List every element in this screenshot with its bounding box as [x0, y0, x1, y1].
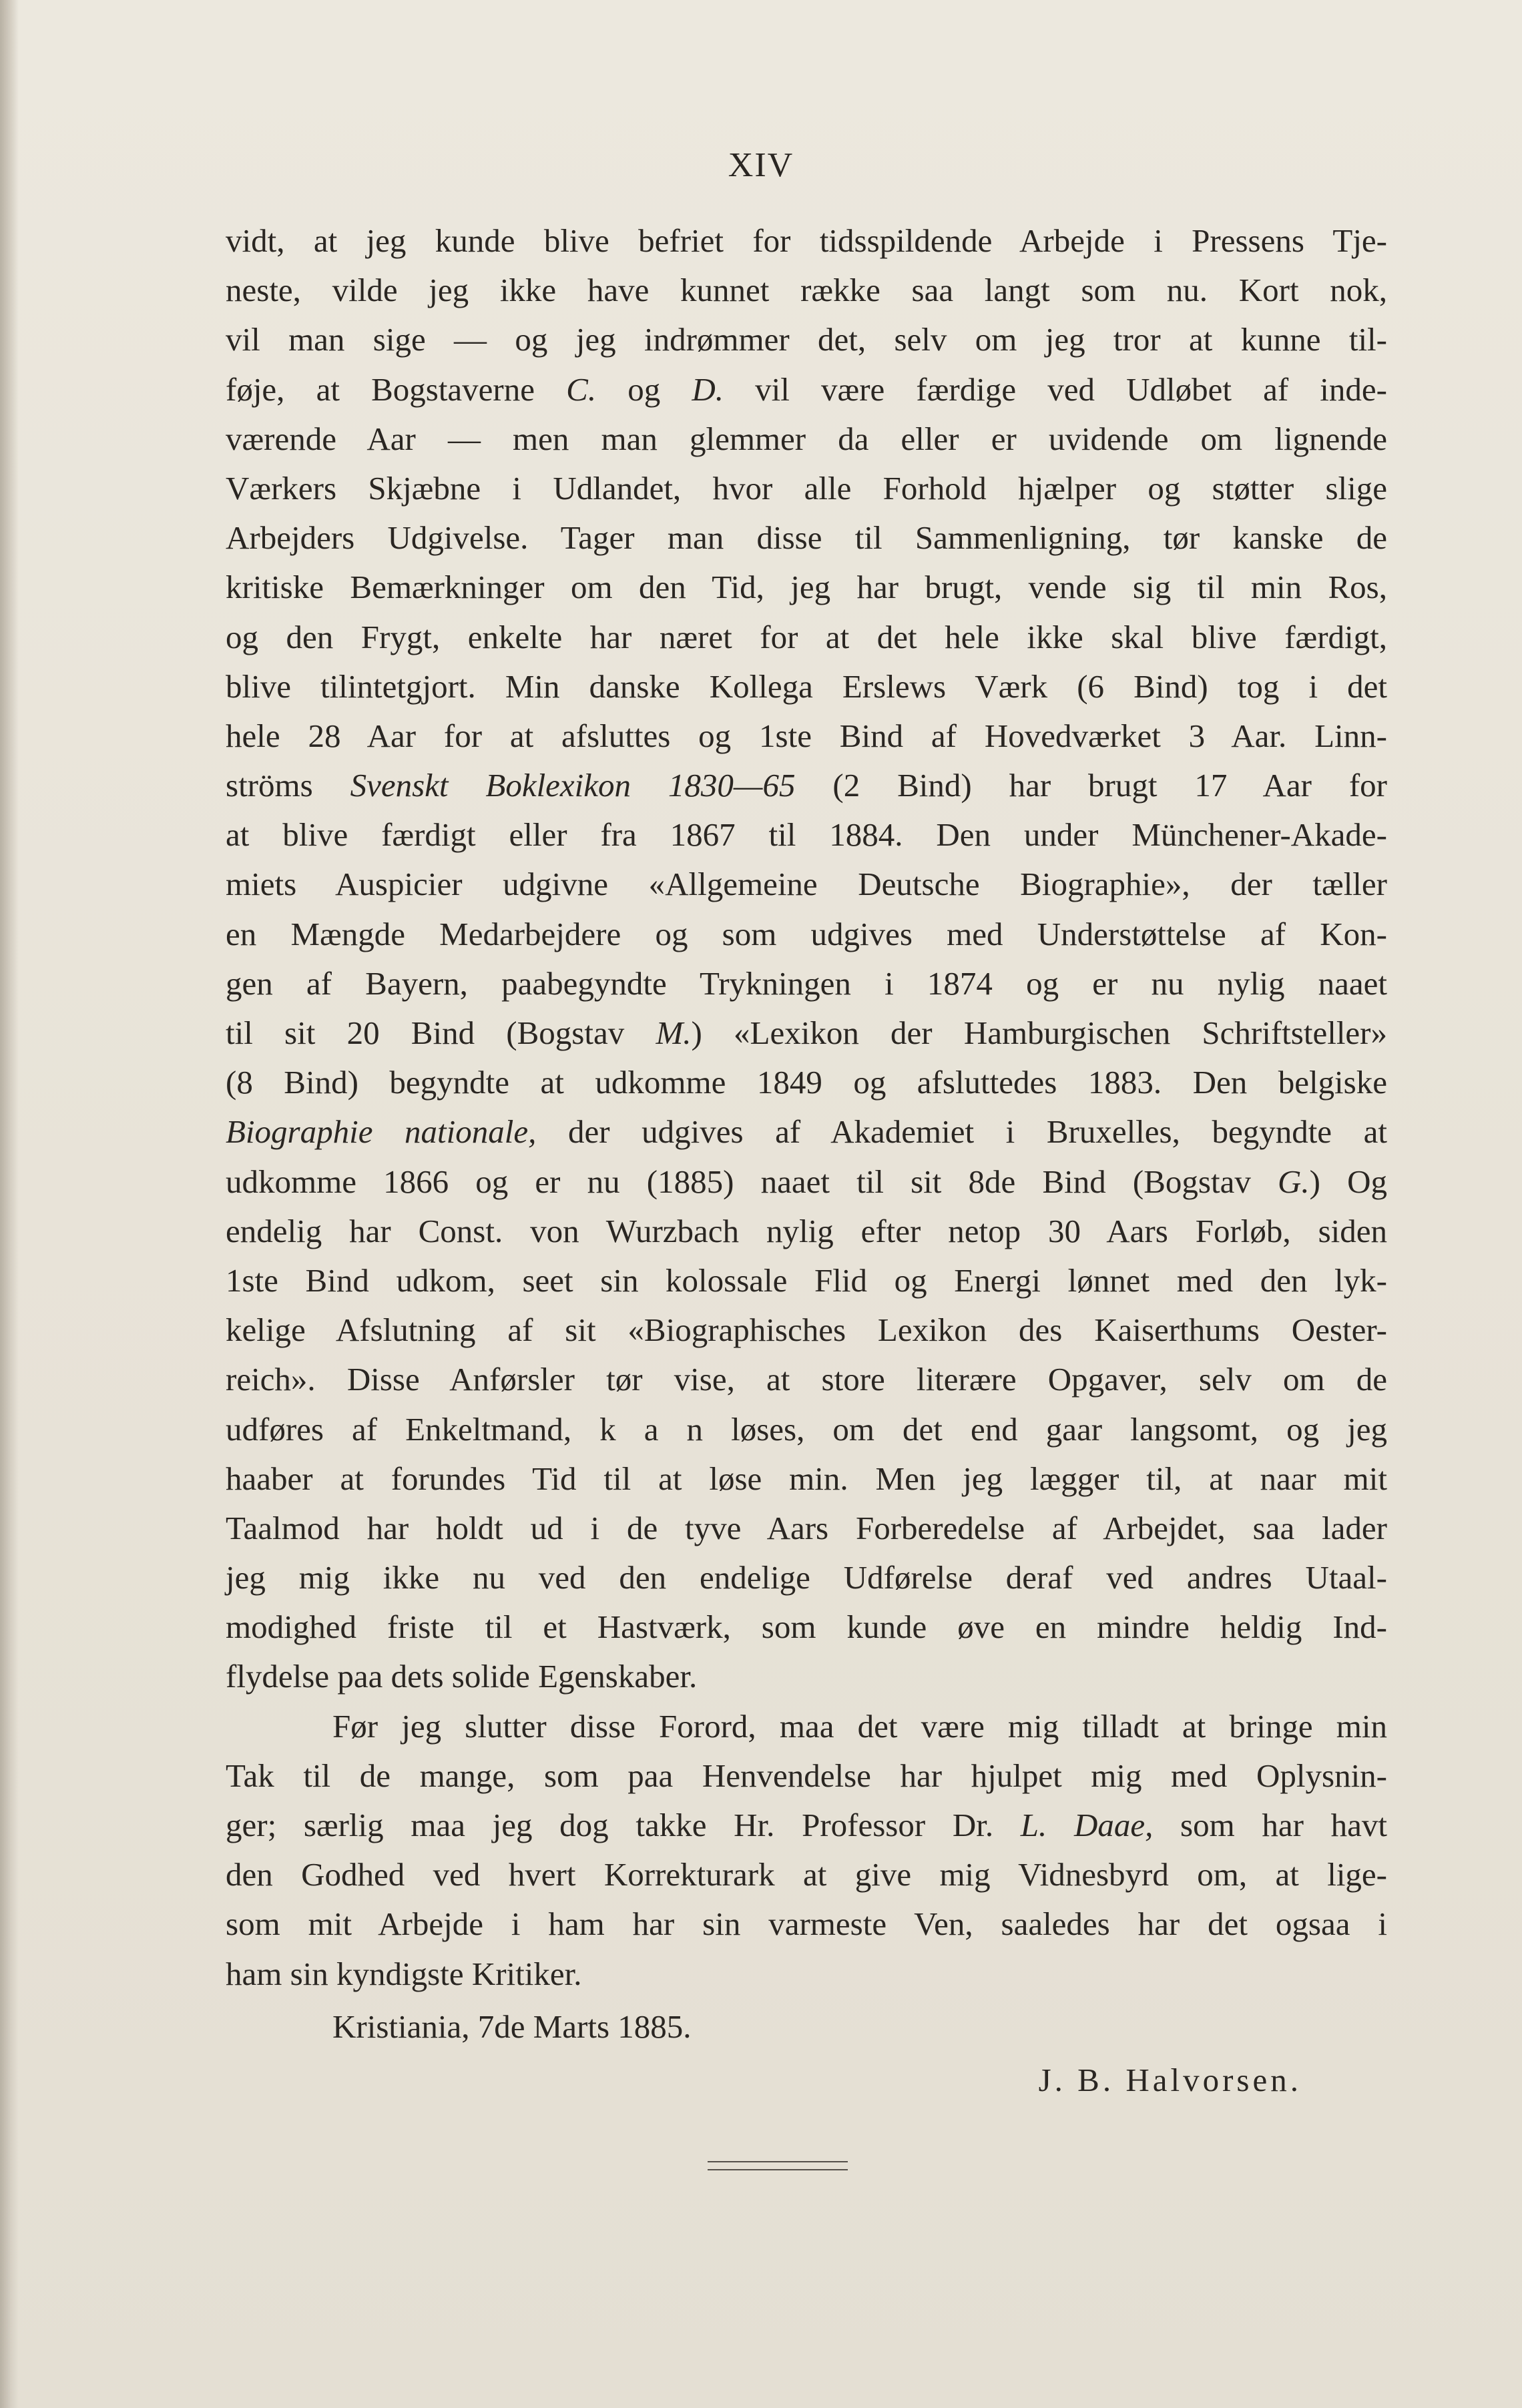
text-line — [226, 464, 1387, 513]
italic-text: Biographie nationale, — [226, 1113, 537, 1151]
text-line — [226, 711, 1387, 761]
text-segment: Tak til de mange, som paa Henvendelse har hjulpet mig med Oplysnin- — [226, 1757, 1387, 1794]
text-line — [226, 365, 1387, 414]
text-segment: kelige Afslutning af sit «Biographisches Lexikon des Kaiserthums Oester- — [226, 1311, 1387, 1349]
text-line — [226, 910, 1387, 959]
text-line — [226, 1504, 1387, 1553]
text-segment: udkomme 1866 og er nu (1885) naaet til sit 8de Bind (Bogstav — [226, 1163, 1278, 1200]
preface-text — [226, 216, 1387, 1999]
text-line — [226, 414, 1387, 464]
text-segment: som har havt — [1153, 1807, 1387, 1843]
text-segment: vil man sige — og jeg indrømmer det, selv om jeg tror at kunne til- — [226, 321, 1387, 358]
text-line — [226, 1256, 1387, 1305]
text-segment: ger; særlig maa jeg dog takke Hr. Professor Dr. — [226, 1807, 1021, 1843]
text-line — [226, 1157, 1387, 1207]
text-segment: ) Og — [1309, 1163, 1387, 1200]
text-line — [226, 216, 1387, 266]
text-line — [226, 1454, 1387, 1504]
text-line — [226, 761, 1387, 810]
text-segment: ströms — [226, 767, 350, 804]
text-line — [226, 1207, 1387, 1256]
text-segment: endelig har Const. von Wurzbach nylig efter netop 30 Aars Forløb, siden — [226, 1212, 1387, 1249]
text-segment: som mit Arbejde i ham har sin varmeste Ven, saaledes har det ogsaa i — [226, 1905, 1387, 1943]
text-segment: Arbejders Udgivelse. Tager man disse til Sammenligning, tør kanske de — [226, 519, 1387, 557]
closing-double-rule — [708, 2161, 848, 2170]
text-segment: flydelse paa dets solide Egenskaber. — [226, 1658, 698, 1695]
text-segment: og — [596, 370, 692, 408]
text-segment: føje, at Bogstaverne — [226, 370, 567, 408]
text-line — [226, 266, 1387, 315]
text-line — [226, 860, 1387, 909]
italic-text: M. — [656, 1014, 692, 1051]
text-line — [226, 315, 1387, 364]
text-line — [226, 1899, 1387, 1949]
text-segment: en Mængde Medarbejdere og som udgives med Understøttelse af Kon- — [226, 915, 1387, 952]
text-line — [226, 1405, 1387, 1454]
text-line — [226, 1355, 1387, 1404]
text-segment: Før jeg slutter disse Forord, maa det være mig tilladt at bringe min — [332, 1707, 1387, 1745]
text-segment: neste, vilde jeg ikke have kunnet række saa langt som nu. Kort nok, — [226, 272, 1387, 309]
place-and-date: Kristiania, 7de Marts 1885. — [332, 2008, 692, 2045]
text-segment: at blive færdigt eller fra 1867 til 1884. Den under Münchener-Akade- — [226, 816, 1387, 854]
text-segment: vidt, at jeg kunde blive befriet for tidsspildende Arbejde i Pressens Tje- — [226, 222, 1387, 259]
text-line — [226, 959, 1387, 1008]
author-signature: J. B. Halvorsen. — [1038, 2062, 1302, 2098]
page-edge-shadow — [0, 0, 19, 2408]
text-segment: miets Auspicier udgivne «Allgemeine Deutsche Biographie», der tæller — [226, 866, 1387, 903]
text-segment: 1ste Bind udkom, seet sin kolossale Flid og Energi lønnet med den lyk- — [226, 1261, 1387, 1299]
text-segment: gen af Bayern, paabegyndte Trykningen i 1874 og er nu nylig naaet — [226, 964, 1387, 1002]
text-line — [226, 1850, 1387, 1899]
text-segment: Værkers Skjæbne i Udlandet, hvor alle Forhold hjælper og støtter slige — [226, 469, 1387, 507]
text-segment: vil være færdige ved Udløbet af inde- — [724, 370, 1387, 408]
text-line — [226, 1107, 1387, 1157]
text-segment: hele 28 Aar for at afsluttes og 1ste Bind af Hovedværket 3 Aar. Linn- — [226, 717, 1387, 754]
text-segment: jeg mig ikke nu ved den endelige Udførelse deraf ved andres Utaal- — [226, 1559, 1387, 1596]
text-segment: haaber at forundes Tid til at løse min. Men jeg lægger til, at naar mit — [226, 1460, 1387, 1497]
text-segment: modighed friste til et Hastværk, som kunde øve en mindre heldig Ind- — [226, 1608, 1387, 1646]
italic-text: C. — [566, 370, 597, 408]
text-segment: ham sin kyndigste Kritiker. — [226, 1955, 582, 1992]
italic-text: Svenskt Boklexikon 1830—65 — [350, 767, 796, 804]
text-line — [226, 662, 1387, 711]
text-segment: og den Frygt, enkelte har næret for at det hele ikke skal blive færdigt, — [226, 618, 1387, 655]
text-segment: (8 Bind) begyndte at udkomme 1849 og afsluttedes 1883. Den belgiske — [226, 1064, 1387, 1101]
text-segment: kritiske Bemærkninger om den Tid, jeg har brugt, vende sig til min Ros, — [226, 569, 1387, 606]
text-line — [226, 1008, 1387, 1058]
text-line — [226, 1949, 1387, 1999]
italic-text: G. — [1277, 1163, 1310, 1200]
text-segment: udføres af Enkeltmand, k a n løses, om det end gaar langsomt, og jeg — [226, 1410, 1387, 1448]
text-line — [226, 810, 1387, 860]
text-line — [226, 1602, 1387, 1652]
text-line — [226, 1553, 1387, 1602]
text-segment: værende Aar — men man glemmer da eller er uvidende om lignende — [226, 420, 1387, 457]
text-segment: til sit 20 Bind (Bogstav — [226, 1014, 656, 1051]
text-line — [226, 1058, 1387, 1107]
text-line — [226, 1305, 1387, 1355]
text-line — [226, 613, 1387, 662]
italic-text: L. Daae, — [1020, 1807, 1154, 1843]
text-segment: reich». Disse Anførsler tør vise, at store literære Opgaver, selv om de — [226, 1361, 1387, 1398]
italic-text: D. — [692, 370, 724, 408]
text-line — [226, 513, 1387, 563]
text-line — [226, 1702, 1387, 1751]
text-line — [226, 563, 1387, 612]
text-segment: der udgives af Akademiet i Bruxelles, begyndte at — [536, 1113, 1387, 1151]
text-segment: blive tilintetgjort. Min danske Kollega Erslews Værk (6 Bind) tog i det — [226, 667, 1387, 705]
text-segment: ) «Lexikon der Hamburgischen Schriftsteller» — [691, 1014, 1387, 1051]
page-number: XIV — [728, 146, 794, 184]
text-line — [226, 1751, 1387, 1801]
text-segment: (2 Bind) har brugt 17 Aar for — [795, 767, 1388, 804]
text-segment: den Godhed ved hvert Korrekturark at give mig Vidnesbyrd om, at lige- — [226, 1856, 1387, 1893]
text-line — [226, 1801, 1387, 1850]
text-line — [226, 1652, 1387, 1701]
text-segment: Taalmod har holdt ud i de tyve Aars Forberedelse af Arbejdet, saa lader — [226, 1509, 1387, 1546]
